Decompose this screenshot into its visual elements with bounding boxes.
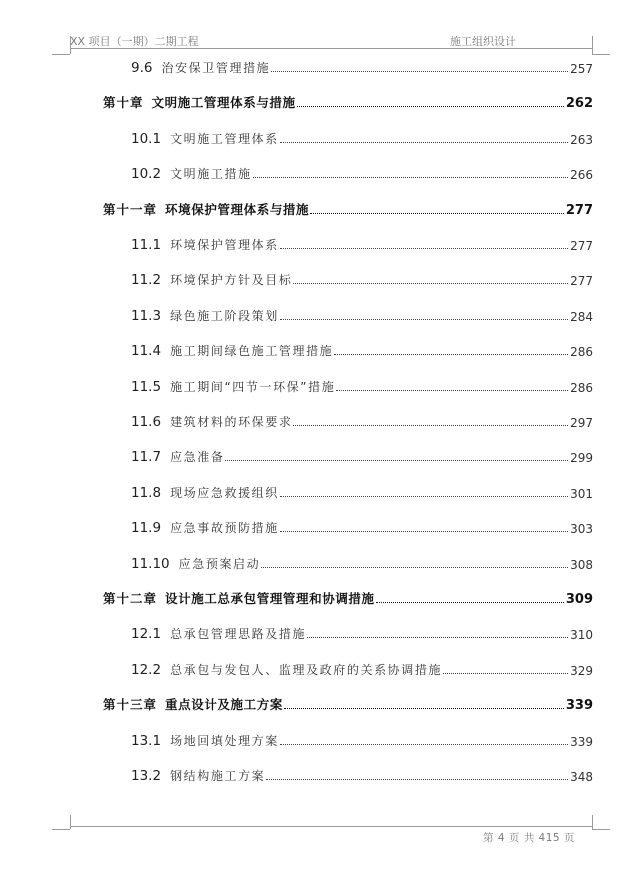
toc-section-entry[interactable]: [0, 268, 593, 288]
toc-entry-label: [131, 130, 279, 147]
toc-section-number: 11.6: [131, 414, 162, 430]
header-project-name: XX 项目（一期）二期工程: [70, 35, 199, 48]
toc-section-number: 12.2: [131, 661, 162, 678]
toc-section-number: 11.3: [131, 307, 162, 324]
toc-dot-leader: [376, 601, 564, 603]
toc-dot-leader: [280, 495, 568, 497]
toc-entry-title: 环境保护管理体系与措施: [165, 201, 310, 217]
toc-section-entry[interactable]: [0, 127, 593, 147]
toc-dot-leader: [307, 636, 568, 638]
toc-entry-title: 应急事故预防措施: [170, 521, 279, 536]
toc-entry-label: [131, 236, 279, 253]
toc-section-entry[interactable]: [0, 658, 593, 678]
toc-dot-leader: [266, 778, 568, 780]
toc-dot-leader: [280, 743, 568, 745]
toc-section-entry[interactable]: [0, 162, 593, 182]
toc-page-number: 301: [570, 486, 593, 501]
toc-page-number: 284: [570, 309, 593, 324]
toc-entry-label: [131, 59, 270, 76]
toc-chapter-entry[interactable]: [0, 198, 593, 218]
toc-section-number: 11.9: [131, 520, 162, 537]
toc-page-number: 286: [570, 345, 593, 360]
toc-entry-label: [103, 589, 375, 607]
toc-dot-leader: [225, 459, 568, 461]
toc-dot-leader: [253, 176, 568, 178]
crop-mark-top-left: [52, 54, 70, 55]
toc-section-entry[interactable]: [0, 233, 593, 253]
toc-section-number: 13.1: [131, 732, 162, 749]
toc-page-number: 262: [565, 96, 593, 112]
toc-entry-label: [131, 519, 279, 536]
toc-entry-label: [131, 165, 252, 182]
toc-entry-title: 建筑材料的环保要求: [170, 415, 293, 429]
toc-dot-leader: [293, 282, 568, 284]
toc-entry-title: 施工期间“四节一环保”措施: [170, 379, 336, 394]
toc-section-entry[interactable]: [0, 729, 593, 749]
toc-dot-leader: [280, 530, 568, 532]
toc-dot-leader: [284, 707, 564, 709]
toc-page-number: 277: [570, 274, 593, 289]
toc-dot-leader: [280, 247, 568, 249]
toc-section-number: 11.10: [131, 555, 170, 572]
toc-entry-title: 总承包与发包人、监理及政府的关系协调措施: [170, 662, 443, 677]
toc-entry-label: [131, 307, 279, 324]
page-number-footer: 第 4 页 共 415 页: [483, 832, 575, 844]
toc-entry-label: [131, 448, 224, 465]
toc-page-number: 303: [570, 522, 593, 537]
toc-entry-label: [131, 767, 265, 784]
toc-dot-leader: [297, 105, 564, 107]
toc-page-number: 348: [570, 770, 593, 784]
toc-chapter-number: 第十一章: [103, 201, 158, 217]
toc-section-entry[interactable]: [0, 410, 593, 430]
toc-section-entry[interactable]: [0, 516, 593, 536]
toc-entry-title: 钢结构施工方案: [170, 769, 266, 783]
footer-rule: [70, 826, 592, 827]
toc-dot-leader: [443, 672, 568, 674]
toc-page-number: 309: [565, 592, 593, 607]
toc-dot-leader: [271, 70, 568, 72]
toc-entry-label: [131, 732, 279, 749]
toc-entry-title: 环境保护管理体系: [170, 238, 279, 252]
toc-section-number: 12.1: [131, 626, 162, 643]
toc-section-number: 11.4: [131, 343, 162, 360]
toc-chapter-number: 第十三章: [103, 697, 158, 713]
crop-mark-bottom-left: [52, 829, 70, 830]
crop-mark-bottom-right: [592, 815, 593, 829]
toc-entry-title: 应急准备: [170, 450, 225, 465]
toc-entry-label: [131, 342, 333, 359]
toc-entry-title: 总承包管理思路及措施: [170, 627, 307, 642]
toc-section-entry[interactable]: [0, 552, 593, 572]
toc-entry-title: 设计施工总承包管理管理和协调措施: [165, 591, 375, 606]
toc-chapter-entry[interactable]: [0, 91, 593, 111]
toc-section-entry[interactable]: [0, 304, 593, 324]
toc-entry-label: [103, 695, 283, 713]
header-document-title: 施工组织设计: [450, 35, 516, 48]
toc-dot-leader: [334, 353, 568, 355]
toc-entry-title: 施工期间绿色施工管理措施: [170, 344, 334, 359]
toc-entry-label: [103, 200, 309, 218]
toc-entry-title: 现场应急救援组织: [170, 485, 279, 500]
toc-section-entry[interactable]: [0, 622, 593, 642]
toc-chapter-entry[interactable]: [0, 693, 593, 713]
crop-mark-top-right: [592, 36, 593, 54]
toc-section-entry[interactable]: [0, 764, 593, 784]
toc-section-number: 11.2: [131, 272, 162, 289]
toc-page-number: 339: [570, 734, 593, 749]
toc-section-entry[interactable]: [0, 56, 593, 76]
page-header: [70, 33, 592, 49]
toc-entry-label: [131, 271, 292, 288]
toc-entry-title: 文明施工管理体系与措施: [151, 95, 296, 111]
toc-entry-label: [131, 378, 335, 395]
toc-entry-title: 应急预案启动: [178, 556, 261, 571]
toc-entry-label: [131, 413, 292, 430]
toc-dot-leader: [293, 424, 568, 426]
toc-entry-title: 治安保卫管理措施: [161, 61, 271, 75]
toc-entry-label: [131, 555, 260, 572]
toc-page-number: 297: [570, 416, 593, 430]
toc-section-number: 11.8: [131, 484, 162, 501]
toc-dot-leader: [280, 141, 568, 143]
toc-entry-title: 文明施工管理体系: [170, 131, 279, 146]
toc-section-number: 10.2: [131, 166, 162, 183]
toc-entry-title: 绿色施工阶段策划: [170, 308, 279, 323]
toc-page-number: 308: [570, 557, 593, 572]
toc-section-number: 10.1: [131, 130, 162, 147]
toc-page-number: 266: [570, 168, 593, 183]
toc-page-number: 310: [570, 628, 593, 643]
toc-dot-leader: [310, 212, 564, 214]
toc-dot-leader: [336, 389, 568, 391]
toc-entry-label: [131, 625, 306, 642]
crop-mark-bottom-right: [592, 829, 610, 830]
toc-page-number: 329: [570, 663, 593, 678]
header-rule: [70, 48, 592, 49]
toc-section-number: 13.2: [131, 768, 162, 784]
toc-entry-label: [103, 93, 296, 111]
toc-page-number: 286: [570, 380, 593, 395]
toc-page-number: 299: [570, 451, 593, 466]
toc-section-entry[interactable]: [0, 481, 593, 501]
toc-dot-leader: [261, 566, 568, 568]
toc-section-number: 11.1: [131, 237, 162, 253]
toc-entry-title: 文明施工措施: [170, 167, 252, 182]
toc-section-entry[interactable]: [0, 445, 593, 465]
toc-page-number: 257: [570, 62, 593, 76]
toc-entry-title: 重点设计及施工方案: [165, 697, 283, 713]
toc-chapter-entry[interactable]: [0, 587, 593, 607]
toc-section-number: 9.6: [131, 60, 153, 76]
toc-page-number: 277: [565, 202, 593, 218]
toc-entry-label: [131, 661, 442, 678]
toc-entry-title: 环境保护方针及目标: [170, 273, 293, 288]
toc-section-number: 11.5: [131, 378, 162, 395]
toc-entry-title: 场地回填处理方案: [170, 733, 279, 748]
toc-page-number: 339: [565, 698, 593, 714]
toc-section-number: 11.7: [131, 449, 162, 466]
toc-entry-label: [131, 484, 279, 501]
toc-chapter-number: 第十二章: [103, 591, 158, 606]
toc-chapter-number: 第十章: [103, 95, 144, 111]
crop-mark-top-right: [592, 54, 610, 55]
toc-dot-leader: [280, 318, 568, 320]
toc-page-number: 263: [570, 132, 593, 147]
toc-section-entry[interactable]: [0, 339, 593, 359]
toc-page-number: 277: [570, 239, 593, 253]
toc-section-entry[interactable]: [0, 375, 593, 395]
